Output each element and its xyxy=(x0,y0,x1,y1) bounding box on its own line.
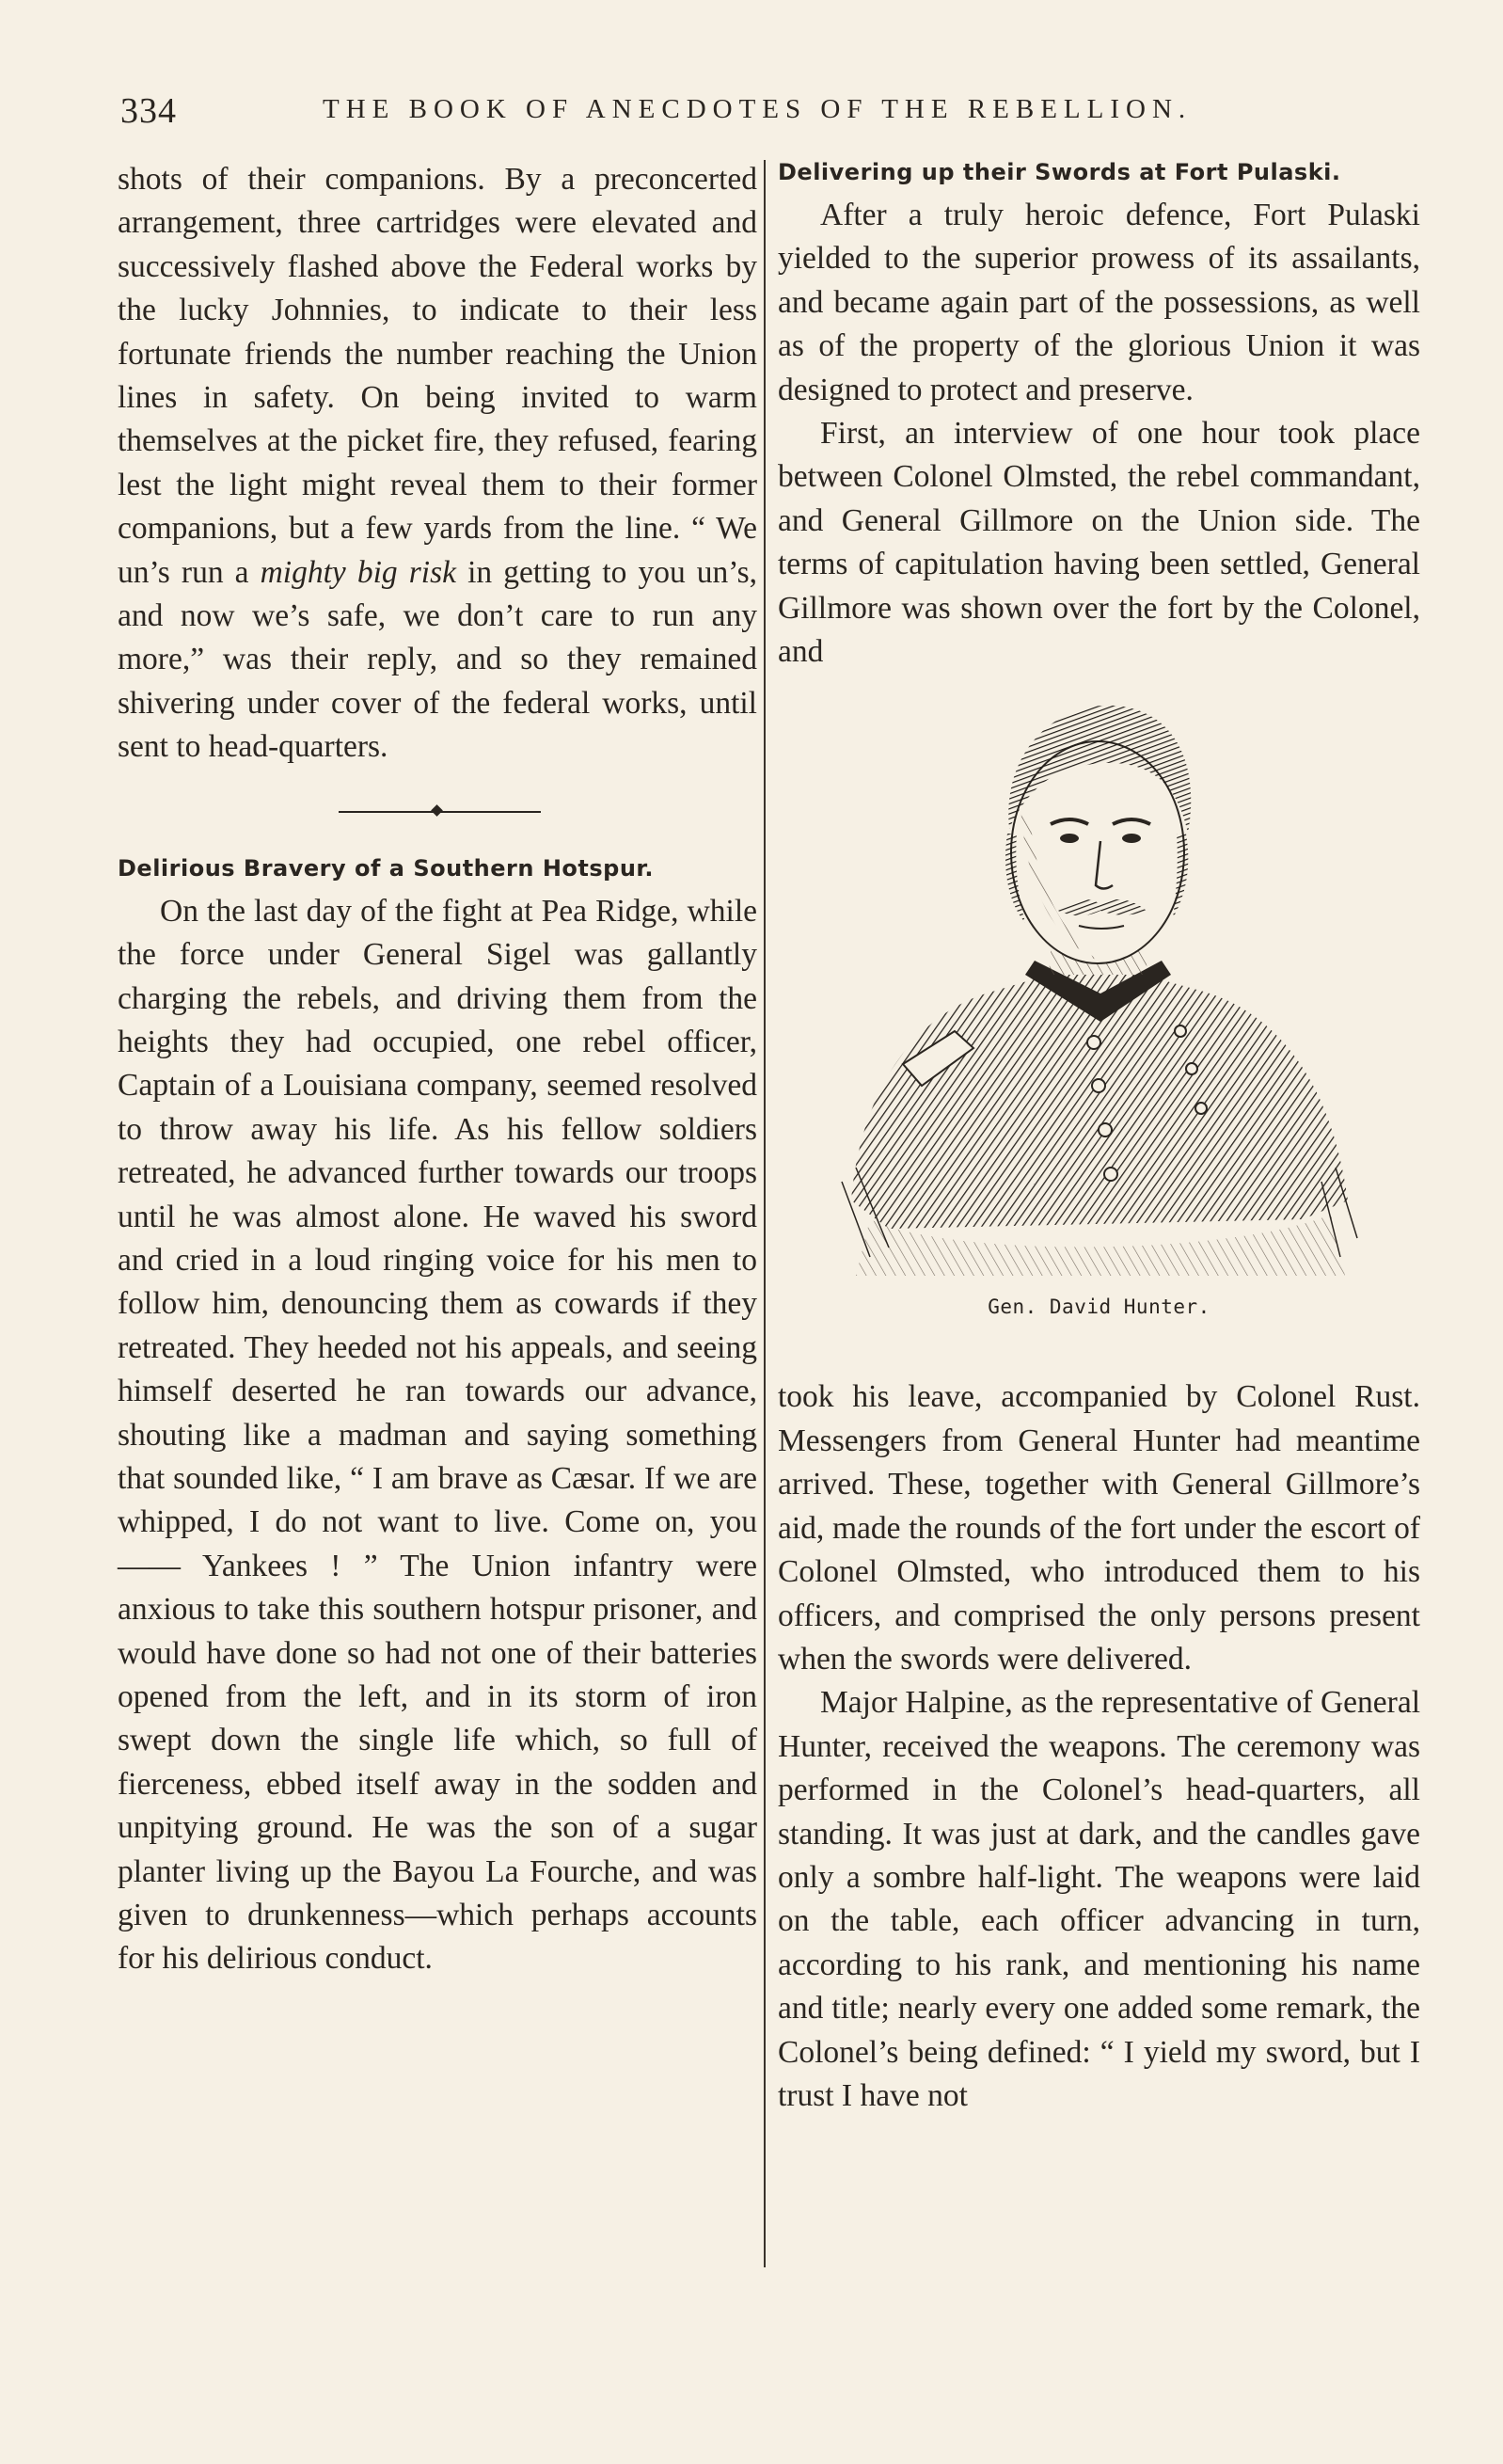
running-title: THE BOOK OF ANECDOTES OF THE REBELLION. xyxy=(323,94,1193,124)
section-heading-pulaski: Delivering up their Swords at Fort Pulaski. xyxy=(778,159,1341,185)
page-number: 334 xyxy=(120,91,177,131)
portrait-engraving xyxy=(832,692,1364,1285)
left-column xyxy=(118,158,757,1981)
continuation-text-2: in getting to you un’s, and now we’s safe, we don’t care to run any more,” was their reply, and so they remained shivering under cover of the federal works, until sent to head-quarters. xyxy=(118,554,758,765)
portrait-figure xyxy=(778,692,1420,1370)
right-column xyxy=(778,158,1420,2118)
section-heading-hotspur: Delirious Bravery of a Southern Hotspur. xyxy=(118,854,654,882)
separator-diamond xyxy=(431,804,443,817)
pulaski-paragraph-2a: First, an interview of one hour took place between Colonel Olmsted, the rebel commandant, and General Gillmore on the Union side. The terms of capitulation having been settled, General Gillmore was shown over the fort by the Colonel, and xyxy=(778,416,1420,670)
portrait-caption: Gen. David Hunter. xyxy=(988,1296,1210,1319)
page-header xyxy=(120,90,1418,131)
continuation-paragraph xyxy=(118,158,757,770)
continuation-text-1: shots of their companions. By a preconcerted arrangement, three cartridges were elevated and successively flashed above the Federal works by the lucky Johnnies, to indicate to their less fortunate friends the number reaching the Union lines in safety. On being invited to warm themselves at the picket fire, they refused, fearing lest the light might reveal them to their former companions, but a few yards from the line. “ We un’s run a xyxy=(118,162,757,590)
column-divider xyxy=(764,160,766,2267)
pulaski-paragraph-1: After a truly heroic defence, Fort Pulaski yielded to the superior prowess of its assailants, and became again part of the possessions, as well as of the property of the glorious Union it was designed to protect and preserve. xyxy=(778,198,1420,407)
pulaski-paragraph-3: Major Halpine, as the representative of General Hunter, received the weapons. The ceremony was performed in the Colonel’s head-quarters, all standing. It was just at dark, and the candles gave only a sombre half-light. The weapons were laid on the table, each officer advancing in turn, according to his rank, and mentioning his name and title; nearly every one added some remark, the Colonel’s being defined: “ I yield my sword, but I trust I have not xyxy=(778,1685,1420,2113)
section-separator xyxy=(118,779,757,845)
pulaski-paragraph-2b: took his leave, accompanied by Colonel Rust. Messengers from General Hunter had meantime arrived. These, together with General Gillmore’s aid, made the rounds of the fort under the escort of Colonel Olmsted, who introduced them to his officers, and comprised the only persons present when the swords were delivered. xyxy=(778,1379,1420,1677)
continuation-italic: mighty big risk xyxy=(260,554,456,590)
hotspur-paragraph: On the last day of the fight at Pea Ridge, while the force under General Sigel was gallantly charging the rebels, and driving them from the heights they had occupied, one rebel officer, Captain of a Louisiana company, seemed resolved to throw away his life. As his fellow soldiers retreated, he advanced further towards our troops until he was almost alone. He waved his sword and cried in a loud ringing voice for his men to follow him, denouncing them as cowards if they retreated. They heeded not his appeals, and seeing himself deserted he ran towards our advance, shouting like a madman and saying something that sounded like, “ I am brave as Cæsar. If we are whipped, I do not want to live. Come on, you —— Yankees ! ” The Union infantry were anxious to take this southern hotspur prisoner, and would have done so had not one of their batteries opened from the left, and in its storm of iron swept down the single life which, so full of fierceness, ebbed itself away in the sodden and unpitying ground. He was the son of a sugar planter living up the Bayou La Fourche, and was given to drunkenness—which perhaps accounts for his delirious conduct. xyxy=(118,893,757,1977)
